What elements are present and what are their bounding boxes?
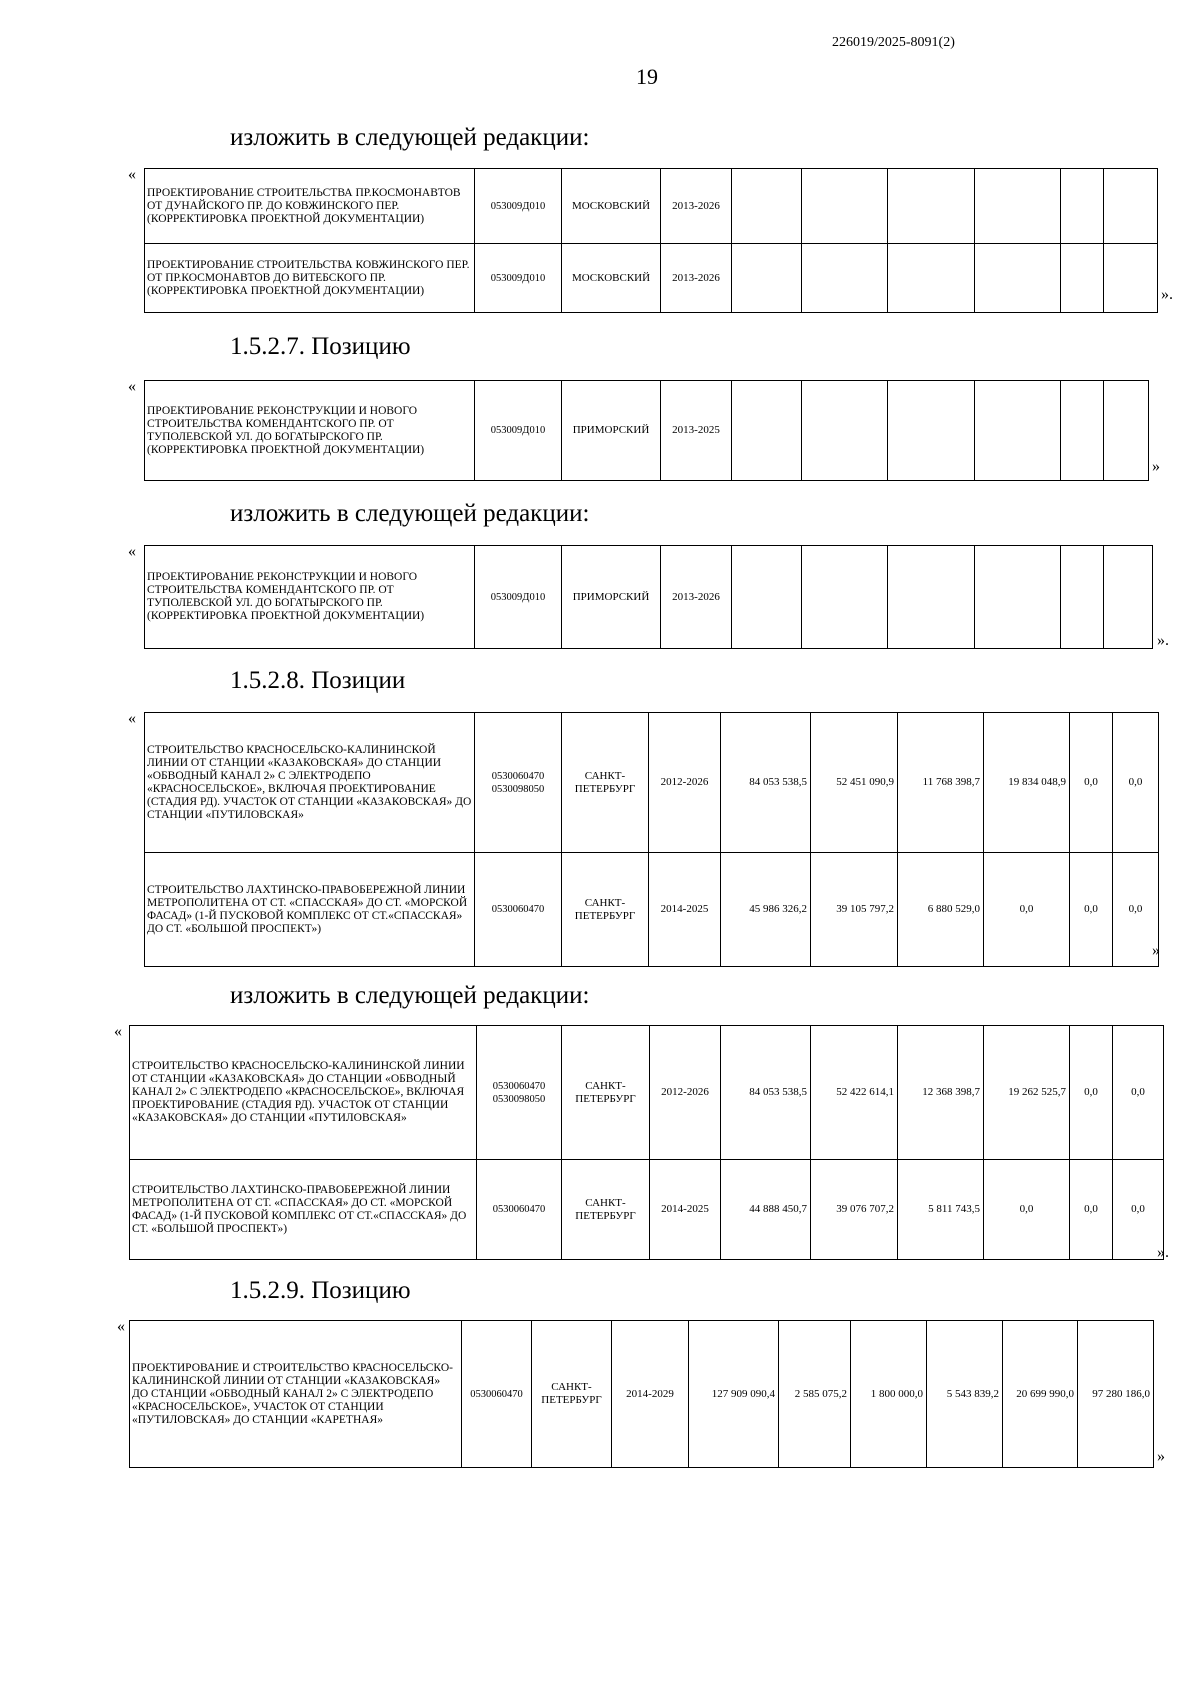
close-quote: ». xyxy=(1157,632,1169,649)
value-cell: 0,0 xyxy=(1070,713,1113,853)
open-quote: « xyxy=(128,378,136,395)
value-cell: 5 811 743,5 xyxy=(898,1160,984,1260)
value-cell: 127 909 090,4 xyxy=(689,1321,779,1468)
table-5 xyxy=(129,1025,1164,1260)
position-code: 053009Д010 xyxy=(475,381,562,481)
value-cell: 84 053 538,5 xyxy=(721,713,811,853)
close-quote: ». xyxy=(1161,286,1173,303)
table-row xyxy=(145,546,1153,649)
open-quote: « xyxy=(128,710,136,727)
position-name: СТРОИТЕЛЬСТВО ЛАХТИНСКО-ПРАВОБЕРЕЖНОЙ ЛИНИИ МЕТРОПОЛИТЕНА ОТ СТ. «СПАССКАЯ» ДО СТ. «МОРСКОЙ ФАСАД» (1-Й ПУСКОВОЙ КОМПЛЕКС ОТ СТ.«СПАССКАЯ» ДО СТ. «БОЛЬШОЙ ПРОСПЕКТ») xyxy=(145,853,475,967)
value-cell: 39 076 707,2 xyxy=(811,1160,898,1260)
position-name: СТРОИТЕЛЬСТВО ЛАХТИНСКО-ПРАВОБЕРЕЖНОЙ ЛИНИИ МЕТРОПОЛИТЕНА ОТ СТ. «СПАССКАЯ» ДО СТ. «МОРСКОЙ ФАСАД» (1-Й ПУСКОВОЙ КОМПЛЕКС ОТ СТ.«СПАССКАЯ» ДО СТ. «БОЛЬШОЙ ПРОСПЕКТ») xyxy=(130,1160,477,1260)
position-code: 053009Д010 xyxy=(475,244,562,313)
position-district: САНКТ-ПЕТЕРБУРГ xyxy=(532,1321,612,1468)
table-row xyxy=(145,713,1159,853)
heading-item-1-5-2-9: 1.5.2.9. Позицию xyxy=(230,1277,411,1304)
position-name: ПРОЕКТИРОВАНИЕ РЕКОНСТРУКЦИИ И НОВОГО СТРОИТЕЛЬСТВА КОМЕНДАНТСКОГО ПР. ОТ ТУПОЛЕВСКОЙ УЛ. ДО БОГАТЫРСКОГО ПР.(КОРРЕКТИРОВКА ПРОЕКТНОЙ ДОКУМЕНТАЦИИ) xyxy=(145,381,475,481)
table-row xyxy=(130,1321,1154,1468)
table-row xyxy=(145,381,1149,481)
position-code: 0530060470 xyxy=(462,1321,532,1468)
table-row xyxy=(145,244,1158,313)
position-years: 2014-2025 xyxy=(649,853,721,967)
position-years: 2013-2026 xyxy=(661,244,732,313)
value-cell: 2 585 075,2 xyxy=(779,1321,851,1468)
position-district: САНКТ-ПЕТЕРБУРГ xyxy=(562,713,649,853)
position-years: 2013-2025 xyxy=(661,381,732,481)
position-district: МОСКОВСКИЙ xyxy=(562,244,661,313)
table-row xyxy=(130,1160,1164,1260)
value-cell: 44 888 450,7 xyxy=(721,1160,811,1260)
position-district: МОСКОВСКИЙ xyxy=(562,169,661,244)
heading-edit-1: изложить в следующей редакции: xyxy=(230,124,590,151)
position-name: СТРОИТЕЛЬСТВО КРАСНОСЕЛЬСКО-КАЛИНИНСКОЙ ЛИНИИ ОТ СТАНЦИИ «КАЗАКОВСКАЯ» ДО СТАНЦИИ «ОБВОДНЫЙ КАНАЛ 2» С ЭЛЕКТРОДЕПО «КРАСНОСЕЛЬСКОЕ», ВКЛЮЧАЯ ПРОЕКТИРОВАНИЕ (СТАДИЯ РД). УЧАСТОК ОТ СТАНЦИИ «КАЗАКОВСКАЯ» ДО СТАНЦИИ «ПУТИЛОВСКАЯ» xyxy=(130,1026,477,1160)
value-cell: 1 800 000,0 xyxy=(851,1321,927,1468)
table-row xyxy=(130,1026,1164,1160)
value-cell: 0,0 xyxy=(1113,1026,1164,1160)
position-name: ПРОЕКТИРОВАНИЕ СТРОИТЕЛЬСТВА ПР.КОСМОНАВТОВ ОТ ДУНАЙСКОГО ПР. ДО КОВЖИНСКОГО ПЕР. (КОРРЕКТИРОВКА ПРОЕКТНОЙ ДОКУМЕНТАЦИИ) xyxy=(145,169,475,244)
position-code: 0530060470 xyxy=(475,853,562,967)
position-years: 2012-2026 xyxy=(649,713,721,853)
position-code: 053009Д010 xyxy=(475,169,562,244)
open-quote: « xyxy=(128,166,136,183)
table-2 xyxy=(144,380,1149,481)
value-cell: 52 422 614,1 xyxy=(811,1026,898,1160)
table-3 xyxy=(144,545,1153,649)
position-years: 2013-2026 xyxy=(661,169,732,244)
value-cell: 97 280 186,0 xyxy=(1078,1321,1154,1468)
position-district: САНКТ-ПЕТЕРБУРГ xyxy=(562,1026,650,1160)
position-district: САНКТ-ПЕТЕРБУРГ xyxy=(562,853,649,967)
position-years: 2013-2026 xyxy=(661,546,732,649)
value-cell: 45 986 326,2 xyxy=(721,853,811,967)
position-name: ПРОЕКТИРОВАНИЕ И СТРОИТЕЛЬСТВО КРАСНОСЕЛЬСКО-КАЛИНИНСКОЙ ЛИНИИ ОТ СТАНЦИИ «КАЗАКОВСКАЯ» ДО СТАНЦИИ «ОБВОДНЫЙ КАНАЛ 2» С ЭЛЕКТРОДЕПО «КРАСНОСЕЛЬСКОЕ», УЧАСТОК ОТ СТАНЦИИ «ПУТИЛОВСКАЯ» ДО СТАНЦИИ «КАРЕТНАЯ» xyxy=(130,1321,462,1468)
value-cell: 0,0 xyxy=(1070,1160,1113,1260)
open-quote: « xyxy=(128,543,136,560)
value-cell: 0,0 xyxy=(1070,1026,1113,1160)
value-cell: 5 543 839,2 xyxy=(927,1321,1003,1468)
open-quote: « xyxy=(117,1318,125,1335)
value-cell: 20 699 990,0 xyxy=(1003,1321,1078,1468)
close-quote: » xyxy=(1152,942,1160,959)
value-cell: 19 834 048,9 xyxy=(984,713,1070,853)
table-6 xyxy=(129,1320,1154,1468)
document-number: 226019/2025-8091(2) xyxy=(832,35,955,50)
value-cell: 0,0 xyxy=(1113,853,1159,967)
position-code: 0530060470 0530098050 xyxy=(477,1026,562,1160)
close-quote: ». xyxy=(1157,1244,1169,1261)
value-cell: 0,0 xyxy=(1113,1160,1164,1260)
close-quote: » xyxy=(1157,1448,1165,1465)
position-district: САНКТ-ПЕТЕРБУРГ xyxy=(562,1160,650,1260)
position-district: ПРИМОРСКИЙ xyxy=(562,381,661,481)
heading-item-1-5-2-7: 1.5.2.7. Позицию xyxy=(230,333,411,360)
value-cell: 11 768 398,7 xyxy=(898,713,984,853)
position-code: 0530060470 0530098050 xyxy=(475,713,562,853)
value-cell: 19 262 525,7 xyxy=(984,1026,1070,1160)
heading-item-1-5-2-8: 1.5.2.8. Позиции xyxy=(230,667,406,694)
position-name: ПРОЕКТИРОВАНИЕ СТРОИТЕЛЬСТВА КОВЖИНСКОГО ПЕР. ОТ ПР.КОСМОНАВТОВ ДО ВИТЕБСКОГО ПР.(КОРРЕКТИРОВКА ПРОЕКТНОЙ ДОКУМЕНТАЦИИ) xyxy=(145,244,475,313)
position-years: 2012-2026 xyxy=(650,1026,721,1160)
position-district: ПРИМОРСКИЙ xyxy=(562,546,661,649)
value-cell: 52 451 090,9 xyxy=(811,713,898,853)
open-quote: « xyxy=(114,1023,122,1040)
value-cell: 39 105 797,2 xyxy=(811,853,898,967)
value-cell: 0,0 xyxy=(984,853,1070,967)
position-name: ПРОЕКТИРОВАНИЕ РЕКОНСТРУКЦИИ И НОВОГО СТРОИТЕЛЬСТВА КОМЕНДАНТСКОГО ПР. ОТ ТУПОЛЕВСКОЙ УЛ. ДО БОГАТЫРСКОГО ПР.(КОРРЕКТИРОВКА ПРОЕКТНОЙ ДОКУМЕНТАЦИИ) xyxy=(145,546,475,649)
table-row xyxy=(145,169,1158,244)
value-cell: 0,0 xyxy=(984,1160,1070,1260)
value-cell: 6 880 529,0 xyxy=(898,853,984,967)
value-cell: 12 368 398,7 xyxy=(898,1026,984,1160)
value-cell: 84 053 538,5 xyxy=(721,1026,811,1160)
table-1 xyxy=(144,168,1158,313)
heading-edit-3: изложить в следующей редакции: xyxy=(230,982,590,1009)
table-4 xyxy=(144,712,1159,967)
value-cell: 0,0 xyxy=(1070,853,1113,967)
position-code: 0530060470 xyxy=(477,1160,562,1260)
page-number: 19 xyxy=(636,64,658,89)
heading-edit-2: изложить в следующей редакции: xyxy=(230,500,590,527)
position-years: 2014-2029 xyxy=(612,1321,689,1468)
table-row xyxy=(145,853,1159,967)
position-years: 2014-2025 xyxy=(650,1160,721,1260)
position-code: 053009Д010 xyxy=(475,546,562,649)
close-quote: » xyxy=(1152,458,1160,475)
position-name: СТРОИТЕЛЬСТВО КРАСНОСЕЛЬСКО-КАЛИНИНСКОЙ ЛИНИИ ОТ СТАНЦИИ «КАЗАКОВСКАЯ» ДО СТАНЦИИ «ОБВОДНЫЙ КАНАЛ 2» С ЭЛЕКТРОДЕПО «КРАСНОСЕЛЬСКОЕ», ВКЛЮЧАЯ ПРОЕКТИРОВАНИЕ (СТАДИЯ РД). УЧАСТОК ОТ СТАНЦИИ «КАЗАКОВСКАЯ» ДО СТАНЦИИ «ПУТИЛОВСКАЯ» xyxy=(145,713,475,853)
value-cell: 0,0 xyxy=(1113,713,1159,853)
